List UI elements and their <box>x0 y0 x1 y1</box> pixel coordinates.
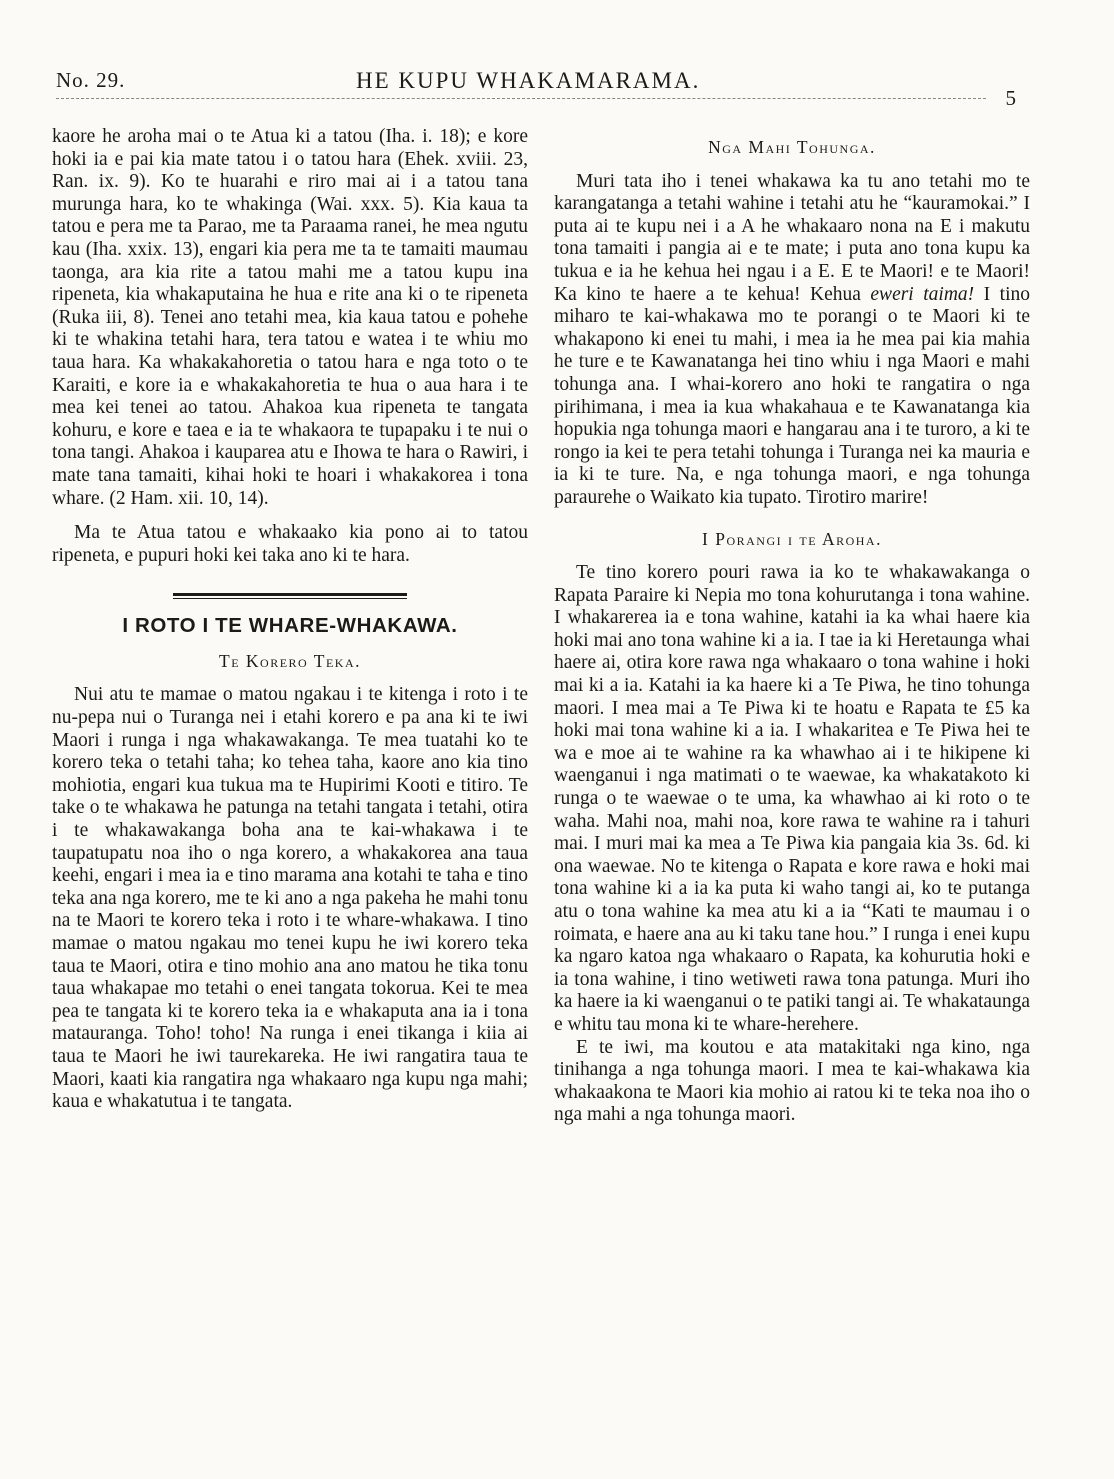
section-title: I ROTO I TE WHARE-WHAKAWA. <box>122 614 458 638</box>
page-number: 5 <box>1005 86 1016 110</box>
tohunga-text-b: I tino miharo te kai-whakawa mo te porangi o te Maori ki te whakapono ki enei tu mahi, i mea ia he mea pai kia mahia he ture e te Kawanatanga hei tino whiu i nga Maori e mahi tohunga ana. I whai-korero ano hoki te rangatira o nga pirihimana, i mea ia kua whakahaua e te Kawanatanga kia hopukia nga tohunga maori e hangarau ana i te turoro, a ki te rongo ia kei te pera tetahi tohunga i Turanga nei ka mauria e ia ki te ture. Na, e nga tohunga maori, e nga tohunga paraurehe o Waikato kia tupato. Tirotiro marire! <box>554 283 1030 508</box>
left-column <box>52 126 528 1114</box>
subhead-love-madness: I Porangi i te Aroha. <box>702 528 882 549</box>
paragraph-prayer: Ma te Atua tatou e whakaako kia pono ai to tatou ripeneta, e pupuri hoki kei taka ano ki te hara. <box>52 522 528 566</box>
subhead-tohunga: Nga Mahi Tohunga. <box>708 137 876 157</box>
section-divider <box>173 593 407 599</box>
running-title: HE KUPU WHAKAMARAMA. <box>356 68 701 93</box>
header-rule <box>56 98 986 99</box>
paragraph-false-testimony: Nui atu te mamae o matou ngakau i te kitenga i roto i te nu-pepa nui o Turanga nei i etahi korero e pa ana ki te iwi Maori i runga i nga whakawakanga. Te mea tuatahi ko te korero teka o tetahi taha; ko tehea taha, kaore ano kia tino mohiotia, engari kua tukua ma te Hupirimi Kooti e titiro. Te take o te whakawa he patunga na tetahi tangata i tetahi, otira i te whakawakanga boha ana te kai-whakawa i te taupatupatu noa iho o nga korero, a whakakorea ana taua keehi, engari i mea ia e tino marama ana kotahi te taha e tino teka ana nga korero, me te ki ano a nga pakeha he mahi tonu na te Maori te korero teka i roto i te whare-whakawa. I tino mamae o matou ngakau mo tenei kupu he iwi korero teka taua te Maori, otira e tino mohio ana ano matou he tika tonu taua whakapae mo tetahi o enei tangata tokorua. Kei te mea pea te tangata ki te korero teka ia e whakaputa ana ia i tona matauranga. Toho! toho! Na runga i enei tikanga i kiia ai taua te Maori he iwi taurekareka. He iwi rangatira taua te Maori, kaati kia rangatira nga whakaaro nga kupu nga mahi; kaua e whakatutua i te tangata. <box>52 684 528 1113</box>
page-header <box>56 68 1016 110</box>
tohunga-italic: eweri taima! <box>870 283 975 305</box>
paragraph-repentance: kaore he aroha mai o te Atua ki a tatou (Iha. i. 18); e kore hoki ia e pai kia mate tatou i o tatou hara (Ehek. xviii. 23, Ran. ix. 9). Ko te huarahi e riro mai ai i a tatou tana murunga hara, ko te whakinga (Wai. xxx. 5). Kia kaua ta tatou e pera me ta Parao, me ta Paraama ranei, he mea ngutu kau (Iha. xxix. 13), engari kia pera me ta te tamaiti maumau taonga, ara kia rite a tatou mahi me a tatou kupu ina ripeneta, kia whakaputaina he hua e rite ana ki o te ripeneta (Ruka iii, 8). Tenei ano tetahi mea, kia kaua tatou e pohehe ki te whakina tetahi hara, tera tatou e watea i te whiu mo taua hara. Ka whakakahoretia o tatou hara e nga toto o te Karaiti, e kore ia e whakakahoretia te hua o aua hara i te mea kei tenei ao tatou. Ahakoa kua ripeneta te tangata kohuru, e kore e taea e ia te whakaora te tupapaku i te nui o tona tangi. Ahakoa i kauparea atu e Ihowa te hara o Rawiri, i mate tana tamaiti, kihai hoki te hoari i whakakorea i tona whare. (2 Ham. xii. 10, 14). <box>52 126 528 509</box>
right-column <box>554 136 1030 1127</box>
tohunga-text-a: Muri tata iho i tenei whakawa ka tu ano tetahi mo te karangatanga a tetahi wahine i tetahi atu he “kauramokai.” I puta ai te kupu nei i a A he whakaaro nona na E i makutu tona tamaiti i pangia ai e te mate; i puta ano tona kupu ka tukua e ia he kehua hei ngau i a E. E te Maori! e te Maori! Ka kino te haere a te kehua! Kehua <box>554 170 1030 305</box>
subhead-false-testimony: Te Korero Teka. <box>219 650 361 671</box>
paragraph-rapata: Te tino korero pouri rawa ia ko te whakawakanga o Rapata Paraire ki Nepia mo tona kohurutanga i tona wahine. I whakarerea ia e tona wahine, katahi ia ka whai haere kia hoki mai ano tona wahine ki a ia. I tae ia ki Heretaunga whai haere ai, otira kore rawa nga whakaaro o tona wahine i hoki mai ki a ia. Katahi ia ka haere ki a Te Piwa, he tino tohunga maori. I mea mai a Te Piwa ki te hoatu e Rapata te £5 ka hoki mai tona wahine ki a ia. I whakaritea e Te Piwa hei te wa e moe ai te wahine ra ka whawhao ai i te hikipene ki waenganui i nga matimati o te waewae, ka whakatakoto ki runga o te waewae o te uma, ka whawhao ai ki roto o te waha. Mahi noa, mahi noa, kore rawa te wahine ra i tahuri mai. I muri mai ka mea a Te Piwa kia pangaia kia 3s. 6d. ki ona waewae. No te kitenga o Rapata e kore rawa e hoki mai tona wahine ki a ia ka puta ki waho tangi ai, ko te putanga atu o tona wahine ka mea atu ki a ia “Kati te maumau i o roimata, e haere ana au ki taku tane hou.” I runga i enei kupu ka ngaro katoa nga whakaaro o Rapata, ka kohurutia hoki e ia tona wahine, i tino wetiweti rawa tona patunga. Muri iho ka haere ia ki waenganui o te patiki tangi ai. Te whakataunga e whitu tau mona ki te whare-herehere. <box>554 562 1030 1035</box>
issue-number: No. 29. <box>56 68 126 92</box>
paragraph-tohunga <box>554 171 1030 510</box>
paragraph-warning: E te iwi, ma koutou e ata matakitaki nga kino, nga tinihanga a nga tohunga maori. I mea te kai-whakawa kia whakaakona te Maori kia mohio ai ratou ki te teka noa iho o nga mahi a nga tohunga maori. <box>554 1036 1030 1126</box>
